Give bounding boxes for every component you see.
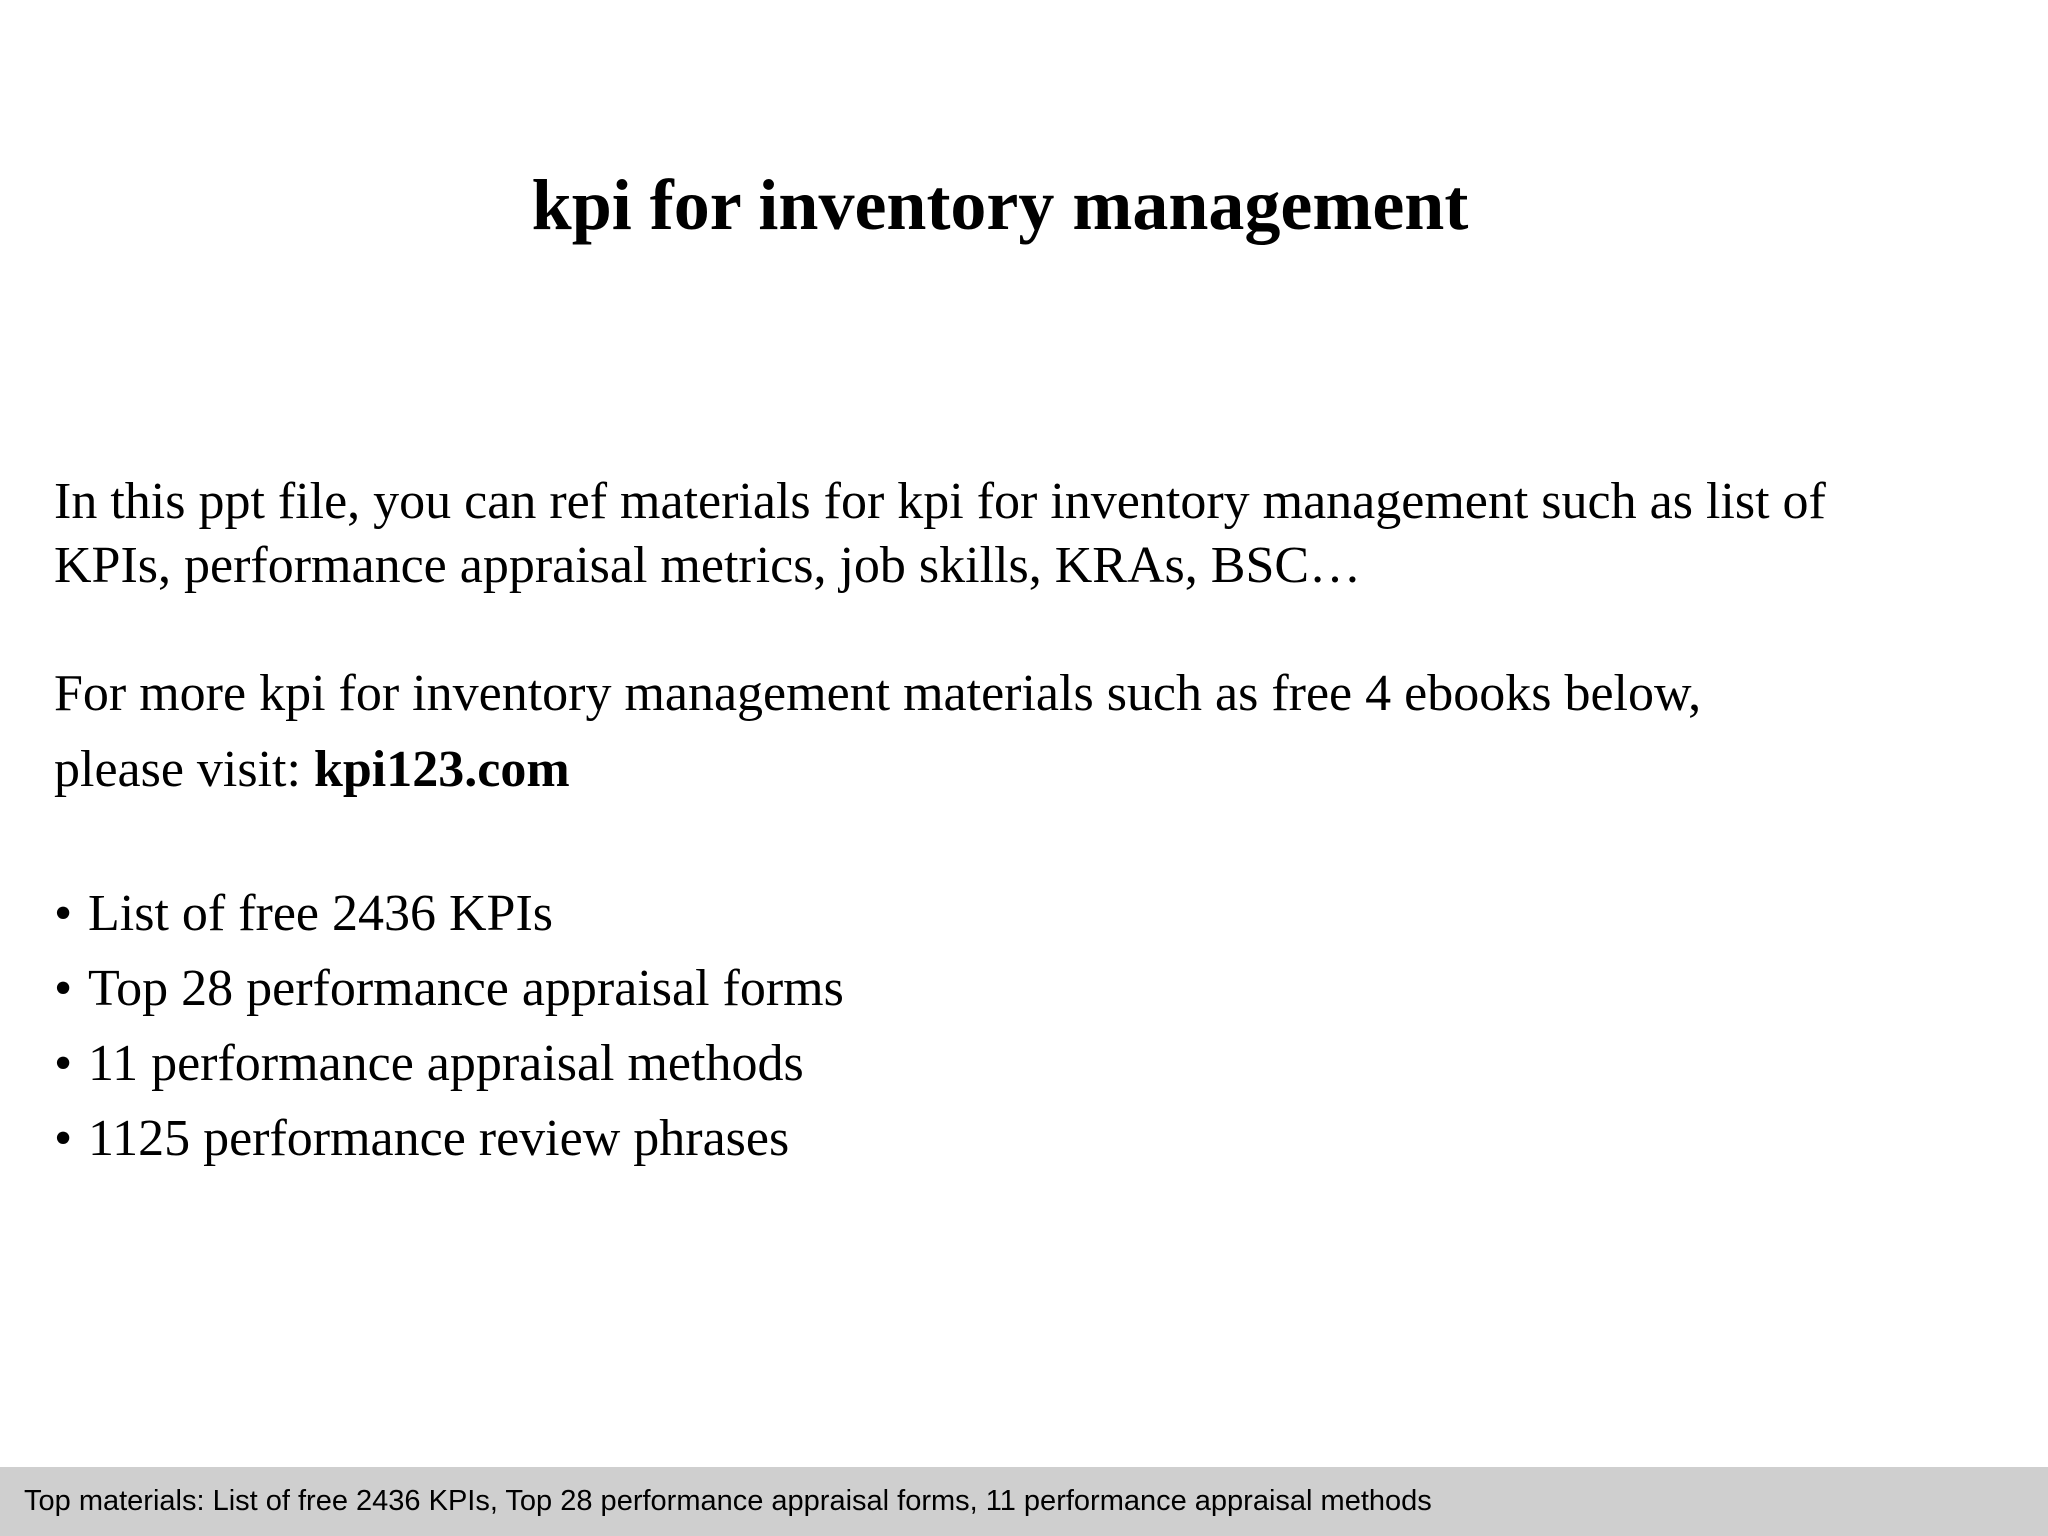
list-item bbox=[54, 876, 844, 951]
ebook-list bbox=[54, 876, 844, 1176]
list-item-label: List of free 2436 KPIs bbox=[88, 885, 554, 942]
list-item-label: 1125 performance review phrases bbox=[88, 1110, 790, 1167]
visit-paragraph bbox=[54, 656, 2014, 808]
bullet-glyph: • bbox=[54, 1110, 73, 1167]
intro-paragraph bbox=[54, 470, 2014, 598]
list-item bbox=[54, 1026, 844, 1101]
footer-text: Top materials: List of free 2436 KPIs, Top 28 performance appraisal forms, 11 performance appraisal methods bbox=[24, 1485, 1432, 1517]
list-item-label: Top 28 performance appraisal forms bbox=[88, 960, 844, 1017]
bullet-glyph: • bbox=[54, 960, 73, 1017]
list-item bbox=[54, 951, 844, 1026]
visit-prefix: please visit: bbox=[54, 741, 314, 798]
bullet-glyph: • bbox=[54, 1035, 73, 1092]
intro-line-1: In this ppt file, you can ref materials for kpi for inventory management such as list of bbox=[54, 473, 1826, 530]
list-item bbox=[54, 1101, 844, 1176]
visit-line-1: For more kpi for inventory management materials such as free 4 ebooks below, bbox=[54, 665, 1702, 722]
list-item-label: 11 performance appraisal methods bbox=[88, 1035, 804, 1092]
bullet-glyph: • bbox=[54, 885, 73, 942]
slide-title: kpi for inventory management bbox=[531, 165, 1469, 245]
intro-line-2: KPIs, performance appraisal metrics, job skills, KRAs, BSC… bbox=[54, 537, 1362, 594]
site-link[interactable]: kpi123.com bbox=[313, 741, 570, 798]
footer-bar bbox=[0, 1467, 2048, 1536]
